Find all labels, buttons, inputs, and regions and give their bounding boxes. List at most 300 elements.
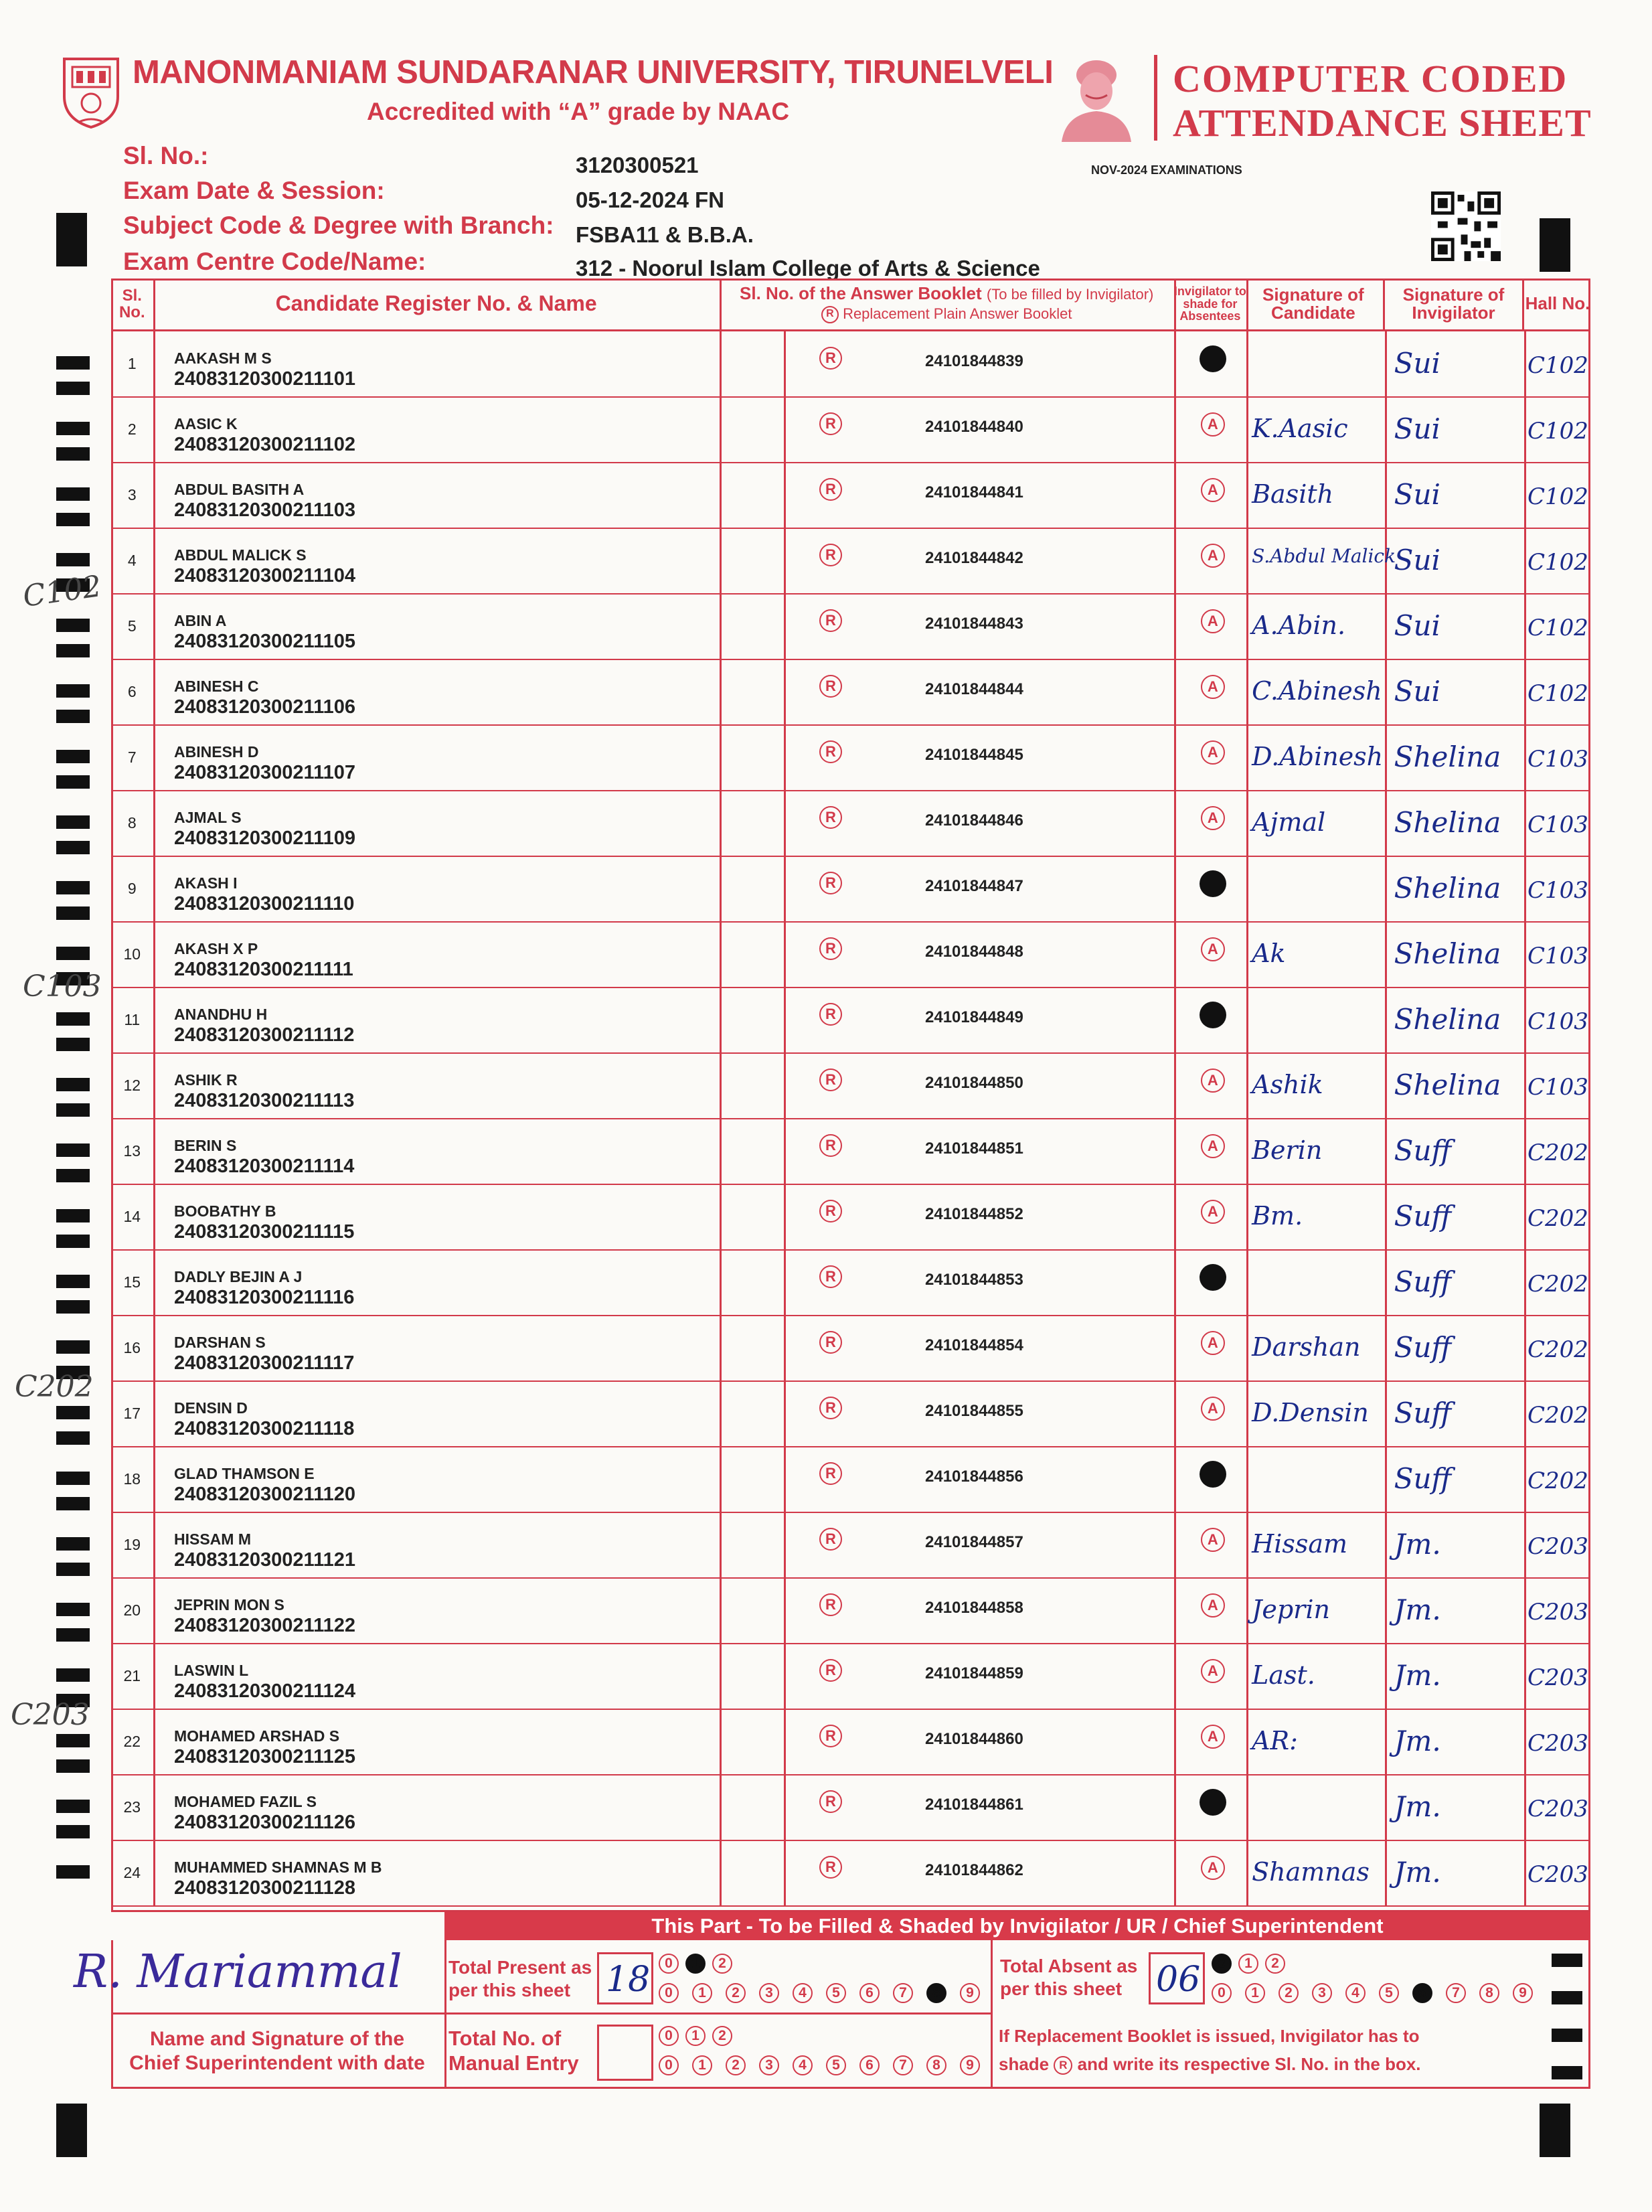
- unit-digit-bubble[interactable]: 1: [692, 2055, 712, 2075]
- row-replacement-cell: [720, 856, 787, 921]
- absent-bubble[interactable]: A: [1201, 937, 1225, 961]
- unit-digit-bubble[interactable]: 2: [726, 1983, 746, 2003]
- table-row: [111, 790, 1590, 857]
- timing-mark: [56, 906, 90, 920]
- row-sl-no: 2: [111, 396, 155, 462]
- row-candidate-signature-cell: [1244, 462, 1387, 528]
- candidate-name: AASIC K: [174, 415, 238, 432]
- booklet-number: 24101844853: [925, 1271, 1023, 1289]
- replacement-bubble[interactable]: R: [819, 1265, 842, 1288]
- unit-digit-bubble[interactable]: 8: [1479, 1983, 1499, 2003]
- timing-mark: [56, 1275, 90, 1288]
- candidate-register-no: 24083120300211125: [174, 1746, 355, 1767]
- row-invigilator-signature-cell: [1385, 1774, 1527, 1840]
- row-invigilator-signature-cell: [1385, 921, 1527, 987]
- replacement-bubble[interactable]: R: [819, 1200, 842, 1222]
- replacement-bubble[interactable]: R: [819, 740, 842, 763]
- hall-number: C102: [1527, 680, 1588, 707]
- table-row: [111, 856, 1590, 923]
- header-r-icon: R: [821, 306, 839, 323]
- absent-bubble[interactable]: A: [1201, 478, 1225, 502]
- row-candidate-signature-cell: [1244, 1380, 1387, 1446]
- absent-bubble[interactable]: A: [1201, 675, 1225, 699]
- row-absent-cell: [1174, 1446, 1248, 1512]
- hall-number: C202: [1527, 1271, 1588, 1297]
- candidate-signature: S.Abdul Malick: [1252, 545, 1396, 567]
- timing-mark: [56, 1537, 90, 1551]
- candidate-register-no: 24083120300211118: [174, 1418, 355, 1439]
- header-shade-text: Invigilator to shade for Absentees: [1173, 284, 1246, 323]
- tens-digit-bubble[interactable]: 2: [712, 2026, 732, 2046]
- row-candidate-signature-cell: [1244, 790, 1387, 856]
- booklet-number: 24101844854: [925, 1336, 1023, 1354]
- candidate-name: DARSHAN S: [174, 1334, 266, 1351]
- invigilator-signature: Jm.: [1394, 1790, 1441, 1823]
- booklet-number: 24101844856: [925, 1468, 1023, 1486]
- table-row: [111, 1774, 1590, 1841]
- candidate-register-no: 24083120300211106: [174, 696, 355, 718]
- header-booklet-note: (To be filled by Invigilator): [986, 286, 1154, 303]
- timing-mark: [56, 1340, 90, 1354]
- row-replacement-cell: [720, 987, 787, 1052]
- tens-digit-bubble[interactable]: 2: [1265, 1954, 1285, 1974]
- replacement-bubble[interactable]: R: [819, 1331, 842, 1354]
- row-absent-cell: [1174, 1315, 1248, 1380]
- row-sl-no: 17: [111, 1380, 155, 1446]
- candidate-signature: Bm.: [1252, 1201, 1303, 1231]
- row-invigilator-signature-cell: [1385, 331, 1527, 396]
- candidate-register-no: 24083120300211113: [174, 1090, 355, 1111]
- row-absent-cell: [1174, 593, 1248, 659]
- replacement-bubble[interactable]: R: [819, 872, 842, 894]
- replacement-bubble[interactable]: R: [819, 675, 842, 698]
- bottom-divider: [444, 1940, 446, 2089]
- unit-digit-bubble[interactable]: 6: [1412, 1983, 1432, 2003]
- unit-digit-bubble[interactable]: 7: [893, 2055, 913, 2075]
- invigilator-signature: Sui: [1394, 544, 1440, 576]
- hall-number: C103: [1527, 811, 1588, 838]
- row-sl-no: 24: [111, 1840, 155, 1905]
- tens-digit-bubble[interactable]: 1: [685, 2026, 706, 2046]
- row-invigilator-signature-cell: [1385, 1512, 1527, 1577]
- absent-bubble-filled[interactable]: [1200, 345, 1226, 372]
- row-absent-cell: [1174, 1643, 1248, 1709]
- candidate-register-no: 24083120300211104: [174, 565, 355, 586]
- timing-mark: [56, 553, 90, 566]
- table-row: [111, 987, 1590, 1054]
- replacement-r-icon: R: [1054, 2056, 1072, 2075]
- header-sig-invigilator-text: Signature of Invigilator: [1402, 284, 1505, 323]
- row-invigilator-signature-cell: [1385, 1315, 1527, 1380]
- centre-label: Exam Centre Code/Name:: [123, 248, 426, 275]
- row-absent-cell: [1174, 856, 1248, 921]
- unit-digit-bubble[interactable]: 2: [1278, 1983, 1299, 2003]
- absent-bubble[interactable]: A: [1201, 1134, 1225, 1158]
- candidate-name: AAKASH M S: [174, 349, 272, 367]
- booklet-number: 24101844840: [925, 418, 1023, 436]
- unit-digit-bubble[interactable]: 4: [1345, 1983, 1366, 2003]
- candidate-signature: Hissam: [1252, 1529, 1348, 1559]
- invigilator-signature: Sui: [1394, 412, 1440, 445]
- total-absent-value: 06: [1156, 1960, 1201, 2000]
- invigilator-signature: Shelina: [1394, 872, 1501, 904]
- timing-mark: [56, 513, 90, 526]
- header-shade: [1174, 279, 1248, 329]
- absent-bubble-filled[interactable]: [1200, 1002, 1226, 1028]
- unit-digit-bubble[interactable]: 0: [659, 2055, 679, 2075]
- table-row: [111, 528, 1590, 595]
- absent-bubble[interactable]: A: [1201, 1200, 1225, 1224]
- absent-bubble[interactable]: A: [1201, 740, 1225, 765]
- replacement-bubble[interactable]: R: [819, 1790, 842, 1813]
- candidate-signature: Jeprin: [1252, 1595, 1330, 1624]
- absent-bubble[interactable]: A: [1201, 609, 1225, 633]
- unit-digit-bubble[interactable]: 8: [926, 1983, 946, 2003]
- manual-entry-box[interactable]: [597, 2025, 653, 2081]
- timing-mark: [56, 213, 87, 266]
- invigilator-signature: Shelina: [1394, 1069, 1501, 1101]
- unit-digit-bubble[interactable]: 9: [960, 1983, 980, 2003]
- total-present-label: Total Present as per this sheet: [448, 1957, 592, 2000]
- candidate-name: ASHIK R: [174, 1071, 238, 1089]
- tens-digit-bubble[interactable]: 1: [1238, 1954, 1258, 1974]
- booklet-number: 24101844839: [925, 352, 1023, 370]
- hall-number: C103: [1527, 1074, 1588, 1101]
- absent-bubble-filled[interactable]: [1200, 870, 1226, 897]
- row-absent-cell: [1174, 528, 1248, 593]
- row-absent-cell: [1174, 1052, 1248, 1118]
- header-sl-no: [111, 279, 155, 329]
- replacement-bubble[interactable]: R: [819, 1134, 842, 1157]
- replacement-bubble[interactable]: R: [819, 1397, 842, 1419]
- unit-digit-bubble[interactable]: 9: [1513, 1983, 1533, 2003]
- total-present-box[interactable]: [597, 1952, 653, 2004]
- candidate-signature: Ajmal: [1252, 807, 1326, 837]
- timing-mark: [56, 1865, 90, 1879]
- table-row: [111, 1315, 1590, 1382]
- row-sl-no: 19: [111, 1512, 155, 1577]
- replacement-bubble[interactable]: R: [819, 1003, 842, 1026]
- row-candidate-signature-cell: [1244, 1577, 1387, 1643]
- row-replacement-cell: [720, 1184, 787, 1249]
- table-row: [111, 1643, 1590, 1710]
- row-candidate-signature-cell: [1244, 921, 1387, 987]
- table-row: [111, 462, 1590, 529]
- absent-bubble[interactable]: A: [1201, 806, 1225, 830]
- exam-session-label: NOV-2024 EXAMINATIONS: [1091, 163, 1242, 177]
- booklet-number: 24101844860: [925, 1730, 1023, 1748]
- candidate-signature: Basith: [1252, 479, 1334, 509]
- header-sl-no-text: Sl. No.: [118, 286, 145, 321]
- timing-mark: [56, 1406, 90, 1419]
- candidate-name: LASWIN L: [174, 1662, 249, 1679]
- row-candidate-signature-cell: [1244, 1774, 1387, 1840]
- timing-mark: [56, 2104, 87, 2157]
- row-absent-cell: [1174, 1840, 1248, 1905]
- replacement-bubble[interactable]: R: [819, 478, 842, 501]
- booklet-number: 24101844841: [925, 483, 1023, 501]
- candidate-signature: Berin: [1252, 1135, 1323, 1165]
- subject-label: Subject Code & Degree with Branch:: [123, 212, 554, 239]
- row-sl-no: 22: [111, 1709, 155, 1774]
- timing-mark: [56, 1038, 90, 1051]
- hall-number: C102: [1527, 352, 1588, 379]
- timing-mark: [56, 1734, 90, 1747]
- absent-bubble-filled[interactable]: [1200, 1461, 1226, 1488]
- unit-digit-bubble[interactable]: 3: [759, 1983, 779, 2003]
- invigilator-signature: Jm.: [1394, 1659, 1441, 1692]
- unit-digit-bubble[interactable]: 6: [859, 1983, 880, 2003]
- row-absent-cell: [1174, 1380, 1248, 1446]
- unit-digit-bubble[interactable]: 1: [692, 1983, 712, 2003]
- row-absent-cell: [1174, 1249, 1248, 1315]
- replacement-note-line1: If Replacement Booklet is issued, Invigilator has to: [999, 2026, 1420, 2046]
- row-candidate-signature-cell: [1244, 1709, 1387, 1774]
- replacement-bubble[interactable]: R: [819, 1593, 842, 1616]
- tens-digit-bubble[interactable]: 2: [712, 1954, 732, 1974]
- invigilator-signature: Sui: [1394, 609, 1440, 642]
- replacement-bubble[interactable]: R: [819, 1069, 842, 1091]
- unit-digit-bubble[interactable]: 8: [926, 2055, 946, 2075]
- timing-mark: [1552, 1991, 1582, 2004]
- hall-number: C203: [1527, 1599, 1588, 1626]
- table-row: [111, 921, 1590, 988]
- unit-digit-bubble[interactable]: 5: [826, 1983, 846, 2003]
- hall-number: C102: [1527, 549, 1588, 576]
- unit-digit-bubble[interactable]: 3: [1312, 1983, 1332, 2003]
- unit-digit-bubble[interactable]: 0: [659, 1983, 679, 2003]
- margin-note: C203: [11, 1698, 90, 1732]
- invigilator-signature: Suff: [1394, 1397, 1452, 1429]
- row-absent-cell: [1174, 659, 1248, 724]
- candidate-register-no: 24083120300211126: [174, 1812, 355, 1833]
- invigilator-signature: Suff: [1394, 1134, 1452, 1167]
- hall-number: C103: [1527, 746, 1588, 773]
- candidate-name: ABDUL MALICK S: [174, 546, 307, 564]
- hall-number: C202: [1527, 1139, 1588, 1166]
- timing-mark: [56, 1300, 90, 1314]
- absent-bubble[interactable]: A: [1201, 1069, 1225, 1093]
- candidate-name: MOHAMED FAZIL S: [174, 1793, 317, 1810]
- row-invigilator-signature-cell: [1385, 1446, 1527, 1512]
- timing-mark: [56, 1603, 90, 1616]
- bottom-divider: [991, 1940, 993, 2089]
- hall-number: C203: [1527, 1796, 1588, 1822]
- invigilator-signature: Jm.: [1394, 1725, 1441, 1757]
- timing-mark: [56, 947, 90, 960]
- row-candidate-signature-cell: [1244, 856, 1387, 921]
- table-row: [111, 1184, 1590, 1251]
- unit-digit-bubble[interactable]: 0: [1212, 1983, 1232, 2003]
- timing-mark: [56, 815, 90, 829]
- row-absent-cell: [1174, 396, 1248, 462]
- unit-digit-bubble[interactable]: 7: [893, 1983, 913, 2003]
- replacement-bubble[interactable]: R: [819, 1725, 842, 1747]
- header-hall-text: Hall No.: [1525, 293, 1590, 314]
- replacement-bubble[interactable]: R: [819, 1659, 842, 1682]
- total-absent-box[interactable]: [1149, 1952, 1205, 2004]
- row-invigilator-signature-cell: [1385, 1840, 1527, 1905]
- header-booklet-text: Sl. No. of the Answer Booklet: [740, 283, 982, 304]
- row-replacement-cell: [720, 1446, 787, 1512]
- replacement-bubble[interactable]: R: [819, 412, 842, 435]
- candidate-signature: D.Abinesh: [1252, 742, 1384, 771]
- hall-number: C203: [1527, 1664, 1588, 1691]
- absent-bubble[interactable]: A: [1201, 1331, 1225, 1355]
- replacement-bubble[interactable]: R: [819, 937, 842, 960]
- replacement-bubble[interactable]: R: [819, 347, 842, 370]
- table-row: [111, 1118, 1590, 1185]
- replacement-bubble[interactable]: R: [819, 1856, 842, 1879]
- tens-digit-bubble[interactable]: 1: [685, 1954, 706, 1974]
- tens-digit-bubble[interactable]: 0: [659, 1954, 679, 1974]
- timing-mark: [56, 1209, 90, 1222]
- row-invigilator-signature-cell: [1385, 1118, 1527, 1184]
- candidate-name: AKASH X P: [174, 940, 258, 957]
- candidate-name: ANANDHU H: [174, 1006, 268, 1023]
- hall-number: C103: [1527, 943, 1588, 969]
- row-sl-no: 11: [111, 987, 155, 1052]
- row-sl-no: 15: [111, 1249, 155, 1315]
- candidate-signature: Ak: [1252, 939, 1286, 968]
- candidate-register-no: 24083120300211116: [174, 1287, 355, 1308]
- unit-digit-bubble[interactable]: 4: [793, 1983, 813, 2003]
- candidate-register-no: 24083120300211114: [174, 1156, 355, 1177]
- row-invigilator-signature-cell: [1385, 462, 1527, 528]
- candidate-name: DADLY BEJIN A J: [174, 1268, 303, 1285]
- candidate-register-no: 24083120300211117: [174, 1352, 355, 1374]
- booklet-number: 24101844858: [925, 1599, 1023, 1617]
- unit-digit-bubble[interactable]: 5: [1379, 1983, 1399, 2003]
- invigilator-signature: Suff: [1394, 1200, 1452, 1233]
- absent-bubble[interactable]: A: [1201, 1659, 1225, 1683]
- tens-digit-bubble[interactable]: 0: [1212, 1954, 1232, 1974]
- booklet-number: 24101844857: [925, 1533, 1023, 1551]
- row-sl-no: 14: [111, 1184, 155, 1249]
- row-sl-no: 8: [111, 790, 155, 856]
- tens-digit-bubble[interactable]: 0: [659, 2026, 679, 2046]
- replacement-bubble[interactable]: R: [819, 1462, 842, 1485]
- exam-date-value: 05-12-2024 FN: [576, 187, 724, 212]
- candidate-register-no: 24083120300211128: [174, 1877, 355, 1899]
- invigilator-signature: Shelina: [1394, 740, 1501, 773]
- candidate-register-no: 24083120300211109: [174, 827, 355, 849]
- absent-bubble[interactable]: A: [1201, 1528, 1225, 1552]
- absent-bubble[interactable]: A: [1201, 1856, 1225, 1880]
- timing-mark: [56, 422, 90, 435]
- candidate-signature: D.Densin: [1252, 1398, 1369, 1427]
- table-row: [111, 1840, 1590, 1907]
- unit-digit-bubble[interactable]: 9: [960, 2055, 980, 2075]
- timing-mark: [56, 750, 90, 763]
- row-replacement-cell: [720, 1052, 787, 1118]
- attendance-table: [111, 279, 1590, 1912]
- row-sl-no: 21: [111, 1643, 155, 1709]
- candidate-signature: Ashik: [1252, 1070, 1323, 1099]
- booklet-number: 24101844852: [925, 1205, 1023, 1223]
- replacement-bubble[interactable]: R: [819, 1528, 842, 1551]
- replacement-bubble[interactable]: R: [819, 806, 842, 829]
- row-replacement-cell: [720, 1118, 787, 1184]
- row-candidate-signature-cell: [1244, 724, 1387, 790]
- timing-mark: [56, 881, 90, 894]
- timing-mark: [56, 1668, 90, 1682]
- margin-note: C103: [23, 969, 102, 1004]
- timing-mark: [56, 447, 90, 461]
- row-replacement-cell: [720, 1249, 787, 1315]
- absent-bubble-filled[interactable]: [1200, 1264, 1226, 1291]
- hall-number: C202: [1527, 1205, 1588, 1232]
- absent-bubble[interactable]: A: [1201, 412, 1225, 437]
- candidate-name: ABIN A: [174, 612, 227, 629]
- row-replacement-cell: [720, 396, 787, 462]
- unit-digit-bubble[interactable]: 4: [793, 2055, 813, 2075]
- table-row: [111, 331, 1590, 398]
- row-candidate-signature-cell: [1244, 659, 1387, 724]
- timing-mark: [1552, 2066, 1582, 2079]
- row-absent-cell: [1174, 1709, 1248, 1774]
- booklet-number: 24101844861: [925, 1796, 1023, 1814]
- candidate-register-no: 24083120300211107: [174, 762, 355, 783]
- unit-digit-bubble[interactable]: 3: [759, 2055, 779, 2075]
- row-replacement-cell: [720, 1512, 787, 1577]
- university-name: MANONMANIAM SUNDARANAR UNIVERSITY, TIRUNELVELI: [133, 54, 1054, 90]
- unit-digit-bubble[interactable]: 1: [1245, 1983, 1265, 2003]
- candidate-signature: K.Aasic: [1252, 414, 1348, 443]
- invigilator-signature: Jm.: [1394, 1528, 1441, 1561]
- hall-number: C102: [1527, 615, 1588, 641]
- absent-bubble[interactable]: A: [1201, 1593, 1225, 1617]
- timing-mark: [1540, 218, 1570, 272]
- absent-bubble[interactable]: A: [1201, 1725, 1225, 1749]
- replacement-bubble[interactable]: R: [819, 544, 842, 566]
- timing-mark: [56, 841, 90, 854]
- candidate-register-no: 24083120300211120: [174, 1484, 355, 1505]
- margin-note: C202: [15, 1370, 94, 1404]
- row-replacement-cell: [720, 1709, 787, 1774]
- invigilator-signature: Suff: [1394, 1265, 1452, 1298]
- candidate-signature: Darshan: [1252, 1332, 1361, 1362]
- invigilator-signature: Jm.: [1394, 1593, 1441, 1626]
- absent-bubble-filled[interactable]: [1200, 1789, 1226, 1816]
- timing-mark: [56, 1169, 90, 1182]
- row-sl-no: 9: [111, 856, 155, 921]
- candidate-name: DENSIN D: [174, 1399, 248, 1417]
- absent-bubble[interactable]: A: [1201, 1397, 1225, 1421]
- row-replacement-cell: [720, 659, 787, 724]
- timing-mark: [56, 1800, 90, 1813]
- row-absent-cell: [1174, 1512, 1248, 1577]
- unit-digit-bubble[interactable]: 5: [826, 2055, 846, 2075]
- row-absent-cell: [1174, 790, 1248, 856]
- candidate-name: BOOBATHY B: [174, 1202, 276, 1220]
- replacement-bubble[interactable]: R: [819, 609, 842, 632]
- unit-digit-bubble[interactable]: 7: [1446, 1983, 1466, 2003]
- total-absent-label: Total Absent as per this sheet: [1000, 1956, 1138, 1999]
- row-invigilator-signature-cell: [1385, 1380, 1527, 1446]
- invigilator-signature: Jm.: [1394, 1856, 1441, 1889]
- sheet-title-line1: COMPUTER CODED: [1173, 57, 1568, 100]
- table-row: [111, 1512, 1590, 1579]
- qr-code-icon: [1431, 191, 1501, 261]
- timing-mark: [56, 1563, 90, 1576]
- absent-bubble[interactable]: A: [1201, 544, 1225, 568]
- unit-digit-bubble[interactable]: 6: [859, 2055, 880, 2075]
- candidate-register-no: 24083120300211103: [174, 499, 355, 521]
- candidate-name: AJMAL S: [174, 809, 242, 826]
- unit-digit-bubble[interactable]: 2: [726, 2055, 746, 2075]
- candidate-name: MOHAMED ARSHAD S: [174, 1727, 340, 1745]
